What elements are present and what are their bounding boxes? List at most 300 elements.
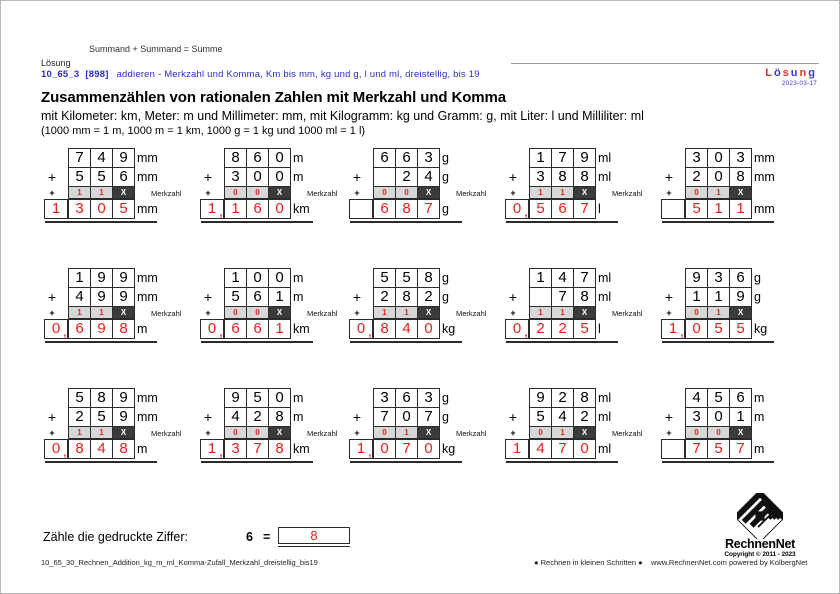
formula-hint: Summand + Summand = Summe <box>89 44 223 54</box>
answer-unit: l <box>598 322 601 336</box>
addend2-digit: 3 <box>224 167 247 187</box>
carry-digit: 1 <box>395 426 418 439</box>
addend2-digit: 0 <box>707 167 730 187</box>
answer-digit: 1 <box>729 199 752 219</box>
addend2-unit: m <box>754 410 765 424</box>
brand-logo <box>705 493 815 558</box>
footer-slogan: ● Rechnen in kleinen Schritten ● <box>534 558 643 567</box>
subtitle-units: mit Kilometer: km, Meter: m und Millimeter: mm, mit Kilogramm: kg und Gramm: g, mit Liter: l und Milliliter: ml <box>41 109 644 123</box>
answer-unit: m <box>137 322 148 336</box>
answer-digit: 0 <box>512 200 522 217</box>
answer-digit: 6 <box>246 199 269 219</box>
carry-digit: 1 <box>529 186 552 199</box>
answer-digit: 2 <box>551 319 574 339</box>
carry-marker-cell: X <box>573 306 596 319</box>
answer-double-rule <box>662 460 774 463</box>
answer-unit: ml <box>598 442 612 456</box>
carry-marker-cell: X <box>417 186 440 199</box>
plus-sign: + <box>203 409 213 425</box>
exercise-problem <box>350 269 486 343</box>
carry-digit: 0 <box>685 186 708 199</box>
addend2-digit: 5 <box>224 287 247 307</box>
addend2-digit: 6 <box>112 167 135 187</box>
answer-blank-cell <box>349 199 373 219</box>
answer-unit: kg <box>754 322 768 336</box>
answer-digit: 7 <box>573 199 596 219</box>
answer-digit: 1 <box>44 199 68 219</box>
carry-digit: 1 <box>551 186 574 199</box>
addend2-digit: 6 <box>246 287 269 307</box>
addend1-digit: 3 <box>373 388 396 408</box>
carry-digit: 1 <box>529 306 552 319</box>
answer-digit <box>349 439 373 459</box>
addend2-digit: 9 <box>90 287 113 307</box>
answer-double-rule-inner <box>45 460 157 462</box>
addend2-digit: 8 <box>268 407 291 427</box>
answer-digit: 5 <box>707 439 730 459</box>
carry-marker-cell: X <box>268 186 291 199</box>
addend2-digit: 3 <box>685 407 708 427</box>
answer-blank-cell <box>661 199 685 219</box>
addend1-digit: 2 <box>551 388 574 408</box>
answer-digit: 1 <box>268 319 291 339</box>
plus-sign: + <box>508 289 518 305</box>
answer-double-rule-inner <box>350 460 462 462</box>
answer-double-rule <box>662 340 774 343</box>
solution-label-letter: n <box>799 67 809 79</box>
addend1-digit: 8 <box>417 268 440 288</box>
carry-plus-sign: + <box>205 428 211 438</box>
carry-plus-sign: + <box>666 428 672 438</box>
addend2-unit: g <box>754 290 761 304</box>
addend1-digit: 6 <box>373 148 396 168</box>
merkzahl-label <box>752 187 775 200</box>
answer-digit: 6 <box>224 319 247 339</box>
addend2-digit: 9 <box>112 287 135 307</box>
answer-double-rule-inner <box>662 220 774 222</box>
addend1-digit: 1 <box>529 148 552 168</box>
carry-digit: 0 <box>529 426 552 439</box>
carry-marker-cell: X <box>729 426 752 439</box>
answer-double-rule <box>506 340 618 343</box>
solution-label-letter: g <box>808 67 817 79</box>
lead-gap <box>201 149 215 168</box>
addend2-unit: m <box>293 410 304 424</box>
plus-sign: + <box>352 409 362 425</box>
addend1-digit: 9 <box>224 388 247 408</box>
addend2-digit: 1 <box>729 407 752 427</box>
answer-digit: 0 <box>573 439 596 459</box>
plus-sign: + <box>47 169 57 185</box>
solution-label <box>765 67 817 79</box>
exercise-problem <box>45 269 181 343</box>
carry-marker-cell: X <box>729 186 752 199</box>
addend1-digit: 1 <box>224 268 247 288</box>
plus-sign: + <box>352 289 362 305</box>
addend2-digit: 0 <box>707 407 730 427</box>
answer-double-rule-inner <box>350 340 462 342</box>
addend1-digit: 0 <box>268 268 291 288</box>
answer-digit: 1 <box>207 200 217 217</box>
addend1-digit: 9 <box>573 148 596 168</box>
carry-digit: 0 <box>395 186 418 199</box>
addend1-digit: 3 <box>729 148 752 168</box>
merkzahl-label: Merkzahl <box>456 309 487 318</box>
carry-digit: 1 <box>551 306 574 319</box>
answer-double-rule-inner <box>201 340 313 342</box>
carry-marker-cell: X <box>573 186 596 199</box>
addend1-digit: 8 <box>224 148 247 168</box>
worksheet-number: [898] <box>85 69 109 80</box>
addend1-unit: g <box>442 151 449 165</box>
addend2-digit <box>373 167 396 187</box>
addend2-digit: 1 <box>268 287 291 307</box>
answer-digit: 7 <box>685 439 708 459</box>
addend1-digit: 4 <box>551 268 574 288</box>
carry-digit: 1 <box>373 306 396 319</box>
answer-double-rule-inner <box>350 220 462 222</box>
answer-double-rule-inner <box>662 340 774 342</box>
addend1-digit: 3 <box>417 388 440 408</box>
addend2-digit: 2 <box>395 167 418 187</box>
logo-wordmark: RechnenNet <box>725 537 795 551</box>
addend2-digit: 2 <box>417 287 440 307</box>
carry-digit: 0 <box>246 186 269 199</box>
addend1-digit: 3 <box>685 148 708 168</box>
lead-gap <box>45 149 59 168</box>
answer-digit: 8 <box>68 439 91 459</box>
carry-marker-cell: X <box>729 306 752 319</box>
addend2-digit: 5 <box>90 167 113 187</box>
answer-digit: 0 <box>417 319 440 339</box>
answer-digit: 4 <box>529 439 552 459</box>
carry-marker-cell: X <box>417 306 440 319</box>
plus-sign: + <box>664 169 674 185</box>
exercise-problem <box>201 389 337 463</box>
answer-unit: m <box>137 442 148 456</box>
addend2-digit: 1 <box>685 287 708 307</box>
carry-digit: 1 <box>90 186 113 199</box>
carry-plus-sign: + <box>354 308 360 318</box>
answer-digit: 5 <box>112 199 135 219</box>
footer-filename: 10_65_30_Rechnen_Addition_kg_m_ml_Komma-Zufall_Merkzahl_dreistellig_bis19 <box>41 558 318 567</box>
merkzahl-label: Merkzahl <box>151 429 182 438</box>
lead-gap <box>662 389 676 408</box>
addend2-digit: 1 <box>707 287 730 307</box>
lead-gap <box>662 149 676 168</box>
addend2-unit: g <box>442 170 449 184</box>
carry-plus-sign: + <box>49 308 55 318</box>
addend1-unit: ml <box>598 151 612 165</box>
exercise-problem <box>350 389 486 463</box>
answer-double-rule <box>45 340 157 343</box>
addend2-digit: 2 <box>373 287 396 307</box>
merkzahl-label <box>752 427 774 440</box>
addend1-unit: g <box>442 391 449 405</box>
answer-digit: 0 <box>90 199 113 219</box>
lead-gap <box>201 389 215 408</box>
worksheet-code: 10_65_3 <box>41 69 80 80</box>
exercise-problem <box>506 269 642 343</box>
answer-digit <box>505 199 529 219</box>
exercise-problem <box>662 149 775 223</box>
addend2-digit: 8 <box>573 287 596 307</box>
carry-digit: 0 <box>246 306 269 319</box>
answer-double-rule <box>350 340 462 343</box>
merkzahl-label: Merkzahl <box>456 189 487 198</box>
addend1-unit: g <box>442 271 449 285</box>
addend2-unit: ml <box>598 410 612 424</box>
answer-digit: 0 <box>51 440 61 457</box>
answer-double-rule <box>201 460 313 463</box>
addend1-digit: 5 <box>395 268 418 288</box>
answer-digit: 1 <box>668 320 678 337</box>
answer-double-rule <box>662 220 774 223</box>
addend2-digit: 5 <box>529 407 552 427</box>
plus-sign: + <box>508 409 518 425</box>
answer-digit: 6 <box>68 319 91 339</box>
addend1-digit: 1 <box>529 268 552 288</box>
answer-unit: km <box>293 322 310 336</box>
addend2-digit: 8 <box>551 167 574 187</box>
addend2-digit: 2 <box>685 167 708 187</box>
lead-gap <box>506 389 520 408</box>
addend2-digit: 0 <box>246 167 269 187</box>
addend1-digit: 4 <box>685 388 708 408</box>
answer-digit: 4 <box>395 319 418 339</box>
addend1-unit: g <box>754 271 761 285</box>
answer-double-rule <box>350 220 462 223</box>
page-title: Zusammenzählen von rationalen Zahlen mit Merkzahl und Komma <box>41 89 507 106</box>
addend1-unit: mm <box>754 151 775 165</box>
answer-double-rule-inner <box>506 340 618 342</box>
answer-digit: 3 <box>224 439 247 459</box>
answer-digit: 1 <box>505 439 529 459</box>
addend1-digit: 6 <box>246 148 269 168</box>
exercise-problem <box>45 389 181 463</box>
answer-digit: 6 <box>246 319 269 339</box>
addend2-digit: 8 <box>573 167 596 187</box>
addend1-digit: 8 <box>90 388 113 408</box>
carry-digit: 1 <box>707 306 730 319</box>
logo-copyright: Copyright © 2011 - 2023 <box>724 551 796 558</box>
solution-label-letter: u <box>790 67 800 79</box>
answer-digit: 0 <box>268 199 291 219</box>
answer-unit: km <box>293 442 310 456</box>
answer-double-rule <box>201 220 313 223</box>
merkzahl-label: Merkzahl <box>307 189 338 198</box>
answer-double-rule-inner <box>45 220 157 222</box>
addend1-unit: m <box>754 391 765 405</box>
answer-digit: 8 <box>268 439 291 459</box>
exercise-problem <box>662 269 774 343</box>
addend2-digit: 0 <box>268 167 291 187</box>
answer-digit: 2 <box>529 319 552 339</box>
merkzahl-label: Merkzahl <box>307 309 338 318</box>
lead-gap <box>506 149 520 168</box>
answer-digit: 9 <box>90 319 113 339</box>
answer-digit: 0 <box>417 439 440 459</box>
count-task-digit: 6 <box>246 530 253 544</box>
answer-digit: 7 <box>395 439 418 459</box>
answer-digit <box>44 319 68 339</box>
answer-digit: 0 <box>51 320 61 337</box>
addend2-digit: 4 <box>68 287 91 307</box>
carry-digit: 0 <box>246 426 269 439</box>
addend1-unit: m <box>293 391 304 405</box>
answer-unit: kg <box>442 322 456 336</box>
exercise-problem <box>201 269 337 343</box>
exercise-problem <box>350 149 486 223</box>
answer-digit <box>505 319 529 339</box>
header-divider <box>511 63 819 64</box>
carry-marker-cell: X <box>112 186 135 199</box>
plus-sign: + <box>352 169 362 185</box>
answer-double-rule <box>506 220 618 223</box>
answer-digit: 3 <box>68 199 91 219</box>
addend2-digit: 4 <box>224 407 247 427</box>
answer-digit <box>44 439 68 459</box>
answer-digit: 8 <box>112 439 135 459</box>
addend1-digit: 5 <box>68 388 91 408</box>
addend2-digit: 2 <box>573 407 596 427</box>
addend1-digit: 6 <box>395 388 418 408</box>
addend2-digit: 7 <box>551 287 574 307</box>
answer-digit: 1 <box>707 199 730 219</box>
merkzahl-label: Merkzahl <box>612 189 643 198</box>
addend2-digit: 4 <box>551 407 574 427</box>
addend1-digit: 3 <box>417 148 440 168</box>
addend2-digit: 0 <box>395 407 418 427</box>
addend1-digit: 6 <box>729 388 752 408</box>
addend1-digit: 7 <box>573 268 596 288</box>
merkzahl-label: Merkzahl <box>456 429 487 438</box>
count-task-label: Zähle die gedruckte Ziffer: <box>43 530 188 544</box>
rechnennet-logo-icon <box>737 493 783 539</box>
merkzahl-label: Merkzahl <box>151 309 182 318</box>
addend2-digit: 2 <box>68 407 91 427</box>
answer-double-rule <box>45 460 157 463</box>
plus-sign: + <box>47 289 57 305</box>
answer-digit <box>200 199 224 219</box>
answer-digit: 8 <box>395 199 418 219</box>
answer-blank-cell <box>661 439 685 459</box>
addend2-digit: 4 <box>417 167 440 187</box>
merkzahl-label <box>752 307 774 320</box>
answer-digit <box>200 319 224 339</box>
carry-marker-cell: X <box>573 426 596 439</box>
answer-digit: 0 <box>373 439 396 459</box>
answer-digit <box>349 319 373 339</box>
answer-digit: 5 <box>529 199 552 219</box>
answer-digit: 6 <box>551 199 574 219</box>
addend1-digit: 9 <box>685 268 708 288</box>
addend2-unit: g <box>442 290 449 304</box>
addend2-unit: m <box>293 290 304 304</box>
addend1-digit: 7 <box>551 148 574 168</box>
lead-gap <box>350 149 364 168</box>
answer-unit: m <box>754 442 765 456</box>
carry-plus-sign: + <box>354 428 360 438</box>
lead-gap <box>45 389 59 408</box>
addend1-digit: 0 <box>246 268 269 288</box>
answer-digit: 0 <box>512 320 522 337</box>
answer-digit: 1 <box>207 440 217 457</box>
addend2-digit: 5 <box>90 407 113 427</box>
addend1-unit: m <box>293 151 304 165</box>
carry-marker-cell: X <box>112 306 135 319</box>
solution-label-letter: L <box>765 67 774 79</box>
carry-digit: 0 <box>685 426 708 439</box>
plus-sign: + <box>47 409 57 425</box>
count-task-answer-box[interactable]: 8 <box>278 527 350 544</box>
addend1-digit: 9 <box>112 268 135 288</box>
exercise-problem <box>506 149 642 223</box>
solution-label-letter: s <box>782 67 791 79</box>
answer-digit <box>200 439 224 459</box>
addend1-unit: mm <box>137 391 158 405</box>
carry-marker-cell: X <box>268 426 291 439</box>
carry-marker-cell: X <box>112 426 135 439</box>
answer-digit <box>661 319 685 339</box>
merkzahl-label: Merkzahl <box>307 429 338 438</box>
merkzahl-label: Merkzahl <box>612 309 643 318</box>
answer-digit: 5 <box>729 319 752 339</box>
addend1-digit: 5 <box>373 268 396 288</box>
answer-double-rule-inner <box>662 460 774 462</box>
answer-digit: 0 <box>207 320 217 337</box>
carry-digit: 0 <box>224 426 247 439</box>
carry-digit: 1 <box>707 186 730 199</box>
addend1-digit: 5 <box>707 388 730 408</box>
plus-sign: + <box>508 169 518 185</box>
plus-sign: + <box>664 409 674 425</box>
addend1-unit: ml <box>598 391 612 405</box>
answer-double-rule <box>201 340 313 343</box>
solution-label-letter: ö <box>773 67 783 79</box>
answer-double-rule-inner <box>201 460 313 462</box>
addend1-digit: 8 <box>573 388 596 408</box>
lead-gap <box>201 269 215 288</box>
addend1-unit: mm <box>137 271 158 285</box>
answer-digit: 5 <box>707 319 730 339</box>
answer-unit: kg <box>442 442 456 456</box>
answer-double-rule <box>506 460 618 463</box>
carry-digit: 1 <box>68 186 91 199</box>
addend2-unit: ml <box>598 290 612 304</box>
answer-digit: 4 <box>90 439 113 459</box>
carry-digit: 1 <box>68 306 91 319</box>
addend1-unit: mm <box>137 151 158 165</box>
carry-plus-sign: + <box>510 428 516 438</box>
plus-sign: + <box>203 289 213 305</box>
answer-unit: mm <box>754 202 775 216</box>
lead-gap <box>506 269 520 288</box>
addend2-digit: 7 <box>373 407 396 427</box>
addend1-unit: ml <box>598 271 612 285</box>
exercise-row <box>1 149 840 269</box>
addend2-digit: 5 <box>68 167 91 187</box>
addend2-unit: m <box>293 170 304 184</box>
count-task-underline <box>278 546 350 547</box>
carry-digit: 1 <box>551 426 574 439</box>
carry-digit: 1 <box>90 306 113 319</box>
addend1-digit: 0 <box>268 388 291 408</box>
addend2-unit: mm <box>137 170 158 184</box>
addend1-digit: 9 <box>112 148 135 168</box>
carry-digit: 1 <box>90 426 113 439</box>
lead-gap <box>350 389 364 408</box>
